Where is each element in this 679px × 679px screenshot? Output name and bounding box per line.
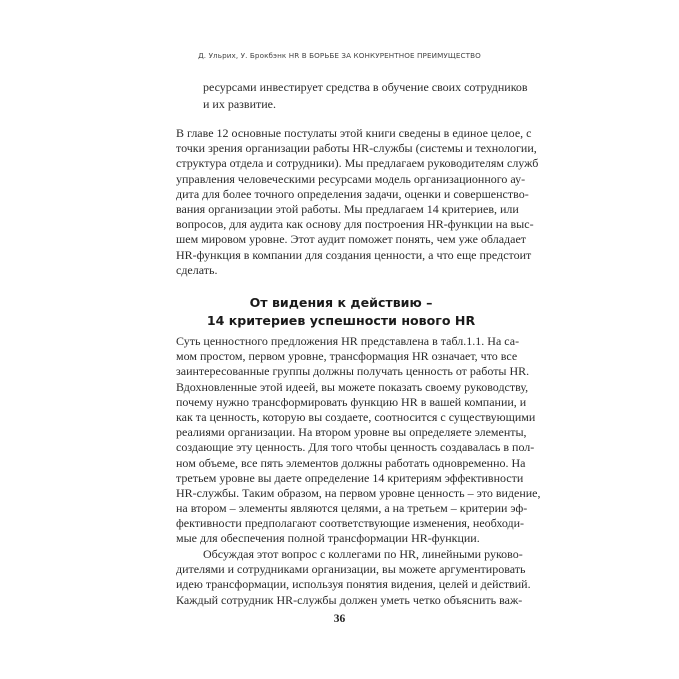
text-line: ном объеме, все пять элементов должны работать одновременно. На: [176, 455, 526, 470]
text-line: Суть ценностного предложения HR представлена в табл.1.1. На са-: [176, 334, 520, 348]
text-line: точки зрения организации работы HR-службы (системы и технологии,: [176, 141, 537, 156]
text-line: мые для обеспечения полной трансформации HR-функции.: [176, 531, 480, 546]
text-line: Вдохновленные этой идеей, вы можете показать своему руководству,: [176, 379, 529, 394]
text-line: структура отдела и сотрудники). Мы предлагаем руководителям служб: [176, 156, 539, 171]
text-line: на втором – элементы являются целями, а на третьем – критерии эф-: [176, 501, 528, 516]
text-line: вания организации этой работы. Мы предлагаем 14 критериев, или: [176, 201, 519, 216]
text-line: Обсуждая этот вопрос с коллегами по HR, линейными руково-: [203, 547, 523, 561]
text-line: В главе 12 основные постулаты этой книги сведены в единое целое, с: [176, 126, 532, 140]
text-line: третьем уровне вы даете определение 14 критериям эффективности: [176, 470, 524, 485]
text-line: дита для более точного определения задачи, оценки и совершенство-: [176, 186, 529, 201]
text-line: заинтересованные группы должны получать ценность от работы HR.: [176, 364, 530, 379]
text-line: почему нужно трансформировать функцию HR в вашей компании, и: [176, 394, 527, 409]
text-line: создающие эту ценность. Для того чтобы ценность создавалась в пол-: [176, 440, 535, 455]
text-line: фективности предполагают соответствующие изменения, необходи-: [176, 516, 525, 531]
text-line: сделать.: [176, 262, 218, 277]
running-header: Д. Ульрих, У. Брокбэнк HR В БОРЬБЕ ЗА КОНКУРЕНТНОЕ ПРЕИМУЩЕСТВО: [198, 51, 481, 60]
text-line: ресурсами инвестирует средства в обучение своих сотрудников: [203, 80, 528, 94]
text-line: реалиями организации. На втором уровне вы определяете элементы,: [176, 425, 527, 440]
text-line: как та ценность, которую вы создаете, соотносится с существующими: [176, 409, 536, 424]
text-line: Каждый сотрудник HR-службы должен уметь четко объяснить важ-: [176, 592, 523, 607]
text-line: дителями и сотрудниками организации, вы можете аргументировать: [176, 562, 526, 577]
section-heading-line: 14 критериев успешности нового HR: [206, 313, 476, 328]
paragraph-chapter-12: [176, 126, 539, 278]
text-line: идею трансформации, используя понятия видения, целей и действий.: [176, 577, 531, 592]
text-line: вопросов, для аудита как основу для построения HR-функции на выс-: [176, 217, 534, 232]
paragraph-value-proposition: [176, 334, 541, 547]
quote-block: [203, 79, 528, 112]
page-number: 36: [333, 613, 346, 625]
text-line: и их развитие.: [203, 96, 276, 111]
text-line: HR-службы. Таким образом, на первом уровне ценность – это видение,: [176, 485, 541, 500]
text-line: мом простом, первом уровне, трансформация HR означает, что все: [176, 349, 518, 364]
paragraph-discussion: [176, 547, 531, 608]
section-heading-line: От видения к действию –: [249, 295, 433, 310]
text-line: HR-функция в компании для создания ценности, а что еще предстоит: [176, 247, 532, 262]
section-heading: [176, 294, 506, 330]
text-line: шем мировом уровне. Этот аудит поможет понять, чем уже обладает: [176, 232, 527, 247]
text-line: управления человеческими ресурсами модель организационного ау-: [176, 171, 526, 186]
